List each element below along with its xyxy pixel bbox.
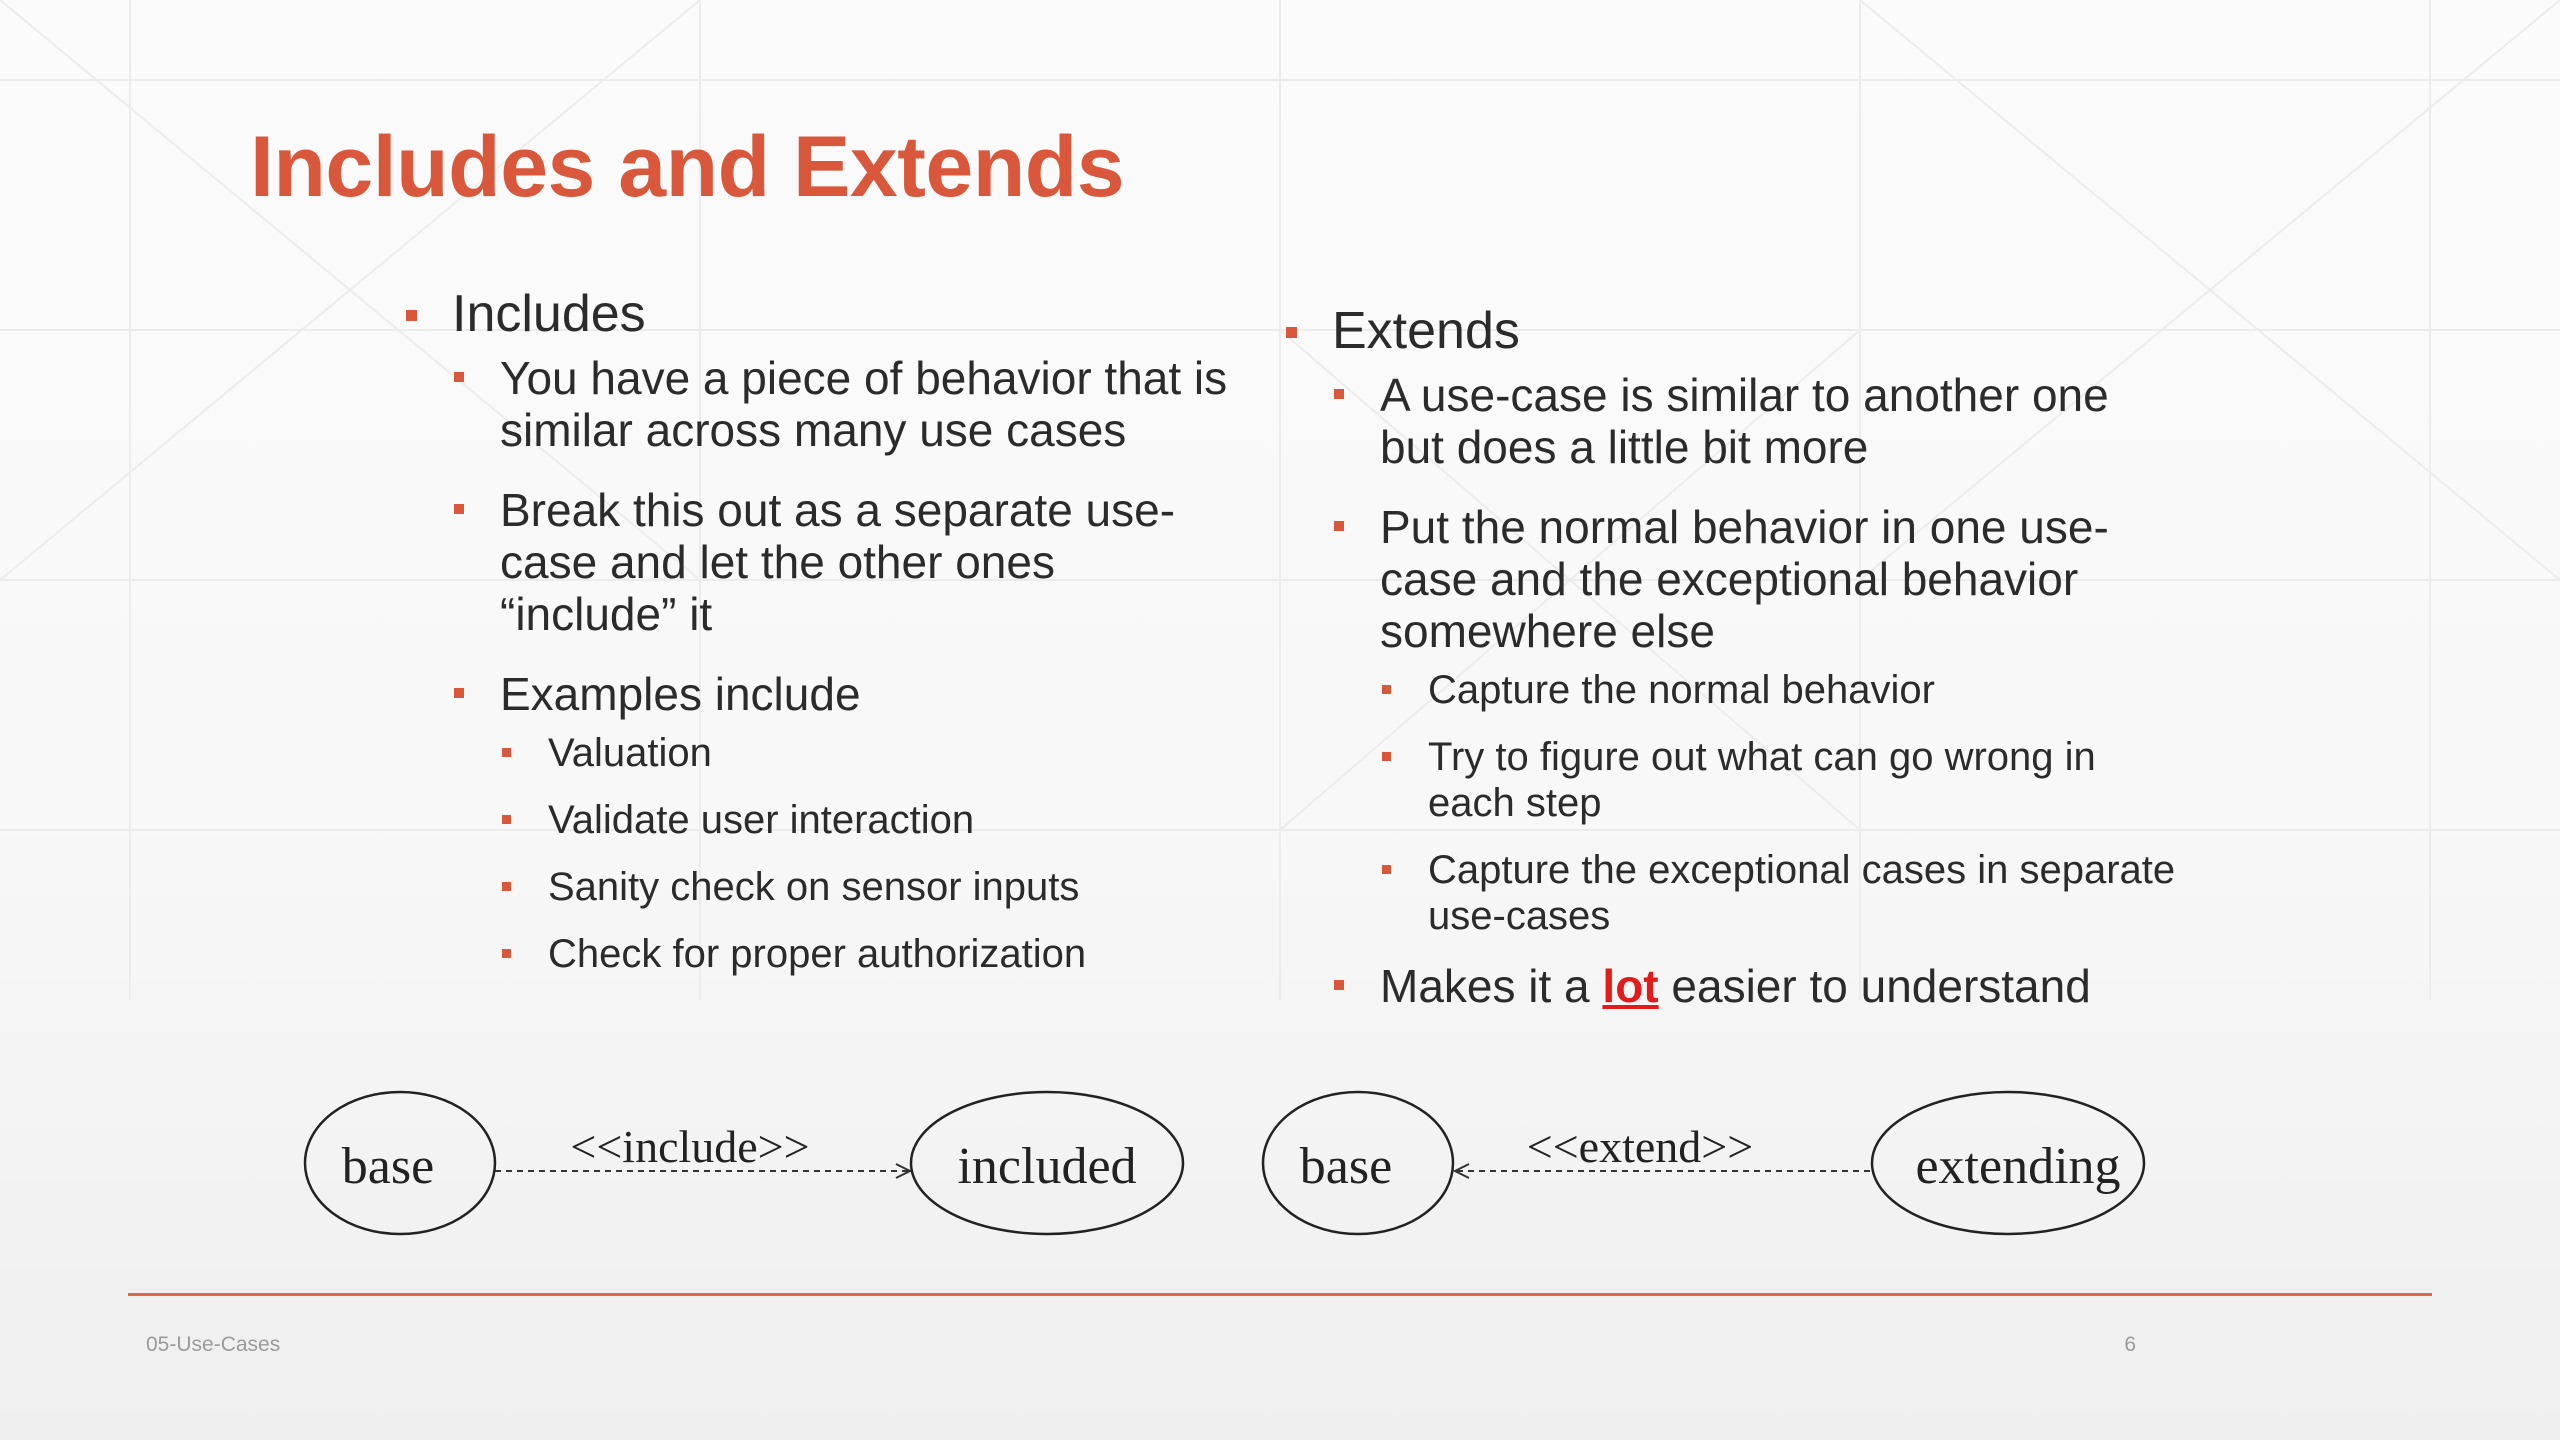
extends-point [1328,501,2180,657]
includes-column [400,285,1230,998]
square-bullet-icon [1382,752,1391,761]
square-bullet-icon [1382,685,1391,694]
includes-point-text: You have a piece of behavior that is similar across many use cases [500,352,1228,456]
included-label: included [957,1138,1137,1195]
extend-base-ellipse [1263,1092,1453,1234]
includes-point-text: Break this out as a separate use-case and let the other ones “include” it [500,484,1176,640]
extends-subpoint [1376,667,2180,713]
includes-heading-item [400,285,1230,343]
emphasis-prefix: Makes it a [1380,960,1603,1012]
square-bullet-icon [454,504,464,514]
emphasis-word: lot [1602,960,1659,1012]
extends-point [1328,369,2180,473]
include-relation-label: <<include>> [570,1121,810,1172]
square-bullet-icon [454,688,464,698]
extend-base-label: base [1299,1138,1393,1195]
extends-subpoint-text: Capture the exceptional cases in separate use-cases [1428,848,2176,938]
square-bullet-icon [502,815,511,824]
extends-column [1280,302,2180,1040]
extends-heading-item [1280,302,2180,360]
includes-point-text: Examples include [500,668,861,720]
include-base-label: base [341,1138,435,1195]
extending-ellipse [1872,1092,2144,1234]
example-text: Check for proper authorization [548,932,1087,976]
square-bullet-icon [454,372,464,382]
includes-heading: Includes [452,285,646,343]
extending-label: extending [1915,1138,2121,1195]
included-ellipse [911,1092,1183,1234]
extend-relation-label: <<extend>> [1526,1121,1754,1172]
square-bullet-icon [502,949,511,958]
page-number: 6 [2124,1333,2136,1356]
extends-point-text: A use-case is similar to another one but does a little bit more [1380,369,2109,473]
slide-title: Includes and Extends [250,119,1125,215]
footer-label: 05-Use-Cases [146,1333,281,1356]
extends-point-text: Put the normal behavior in one use-case and the exceptional behavior somewhere else [1380,501,2109,657]
footer-divider [128,1293,2432,1296]
extends-point [1328,960,2180,1012]
example-item [496,797,1230,843]
example-item [496,864,1230,910]
square-bullet-icon [502,748,511,757]
includes-point [448,484,1230,640]
emphasis-suffix: easier to understand [1658,960,2091,1012]
example-text: Sanity check on sensor inputs [548,865,1080,909]
example-item [496,931,1230,977]
extends-point-text [1380,960,2180,1012]
square-bullet-icon [1382,865,1391,874]
extends-heading: Extends [1332,302,1520,360]
square-bullet-icon [502,882,511,891]
extends-subpoint [1376,847,2180,939]
square-bullet-icon [406,310,417,321]
square-bullet-icon [1334,521,1344,531]
example-text: Valuation [548,731,712,775]
square-bullet-icon [1334,980,1344,990]
extends-subpoint-text: Capture the normal behavior [1428,668,1935,712]
square-bullet-icon [1286,327,1297,338]
includes-point [448,352,1230,456]
example-item [496,730,1230,776]
extends-subpoint-text: Try to figure out what can go wrong in each step [1428,735,2096,825]
includes-point [448,668,1230,720]
include-base-ellipse [305,1092,495,1234]
example-text: Validate user interaction [548,798,975,842]
square-bullet-icon [1334,389,1344,399]
extends-subpoint [1376,734,2180,826]
